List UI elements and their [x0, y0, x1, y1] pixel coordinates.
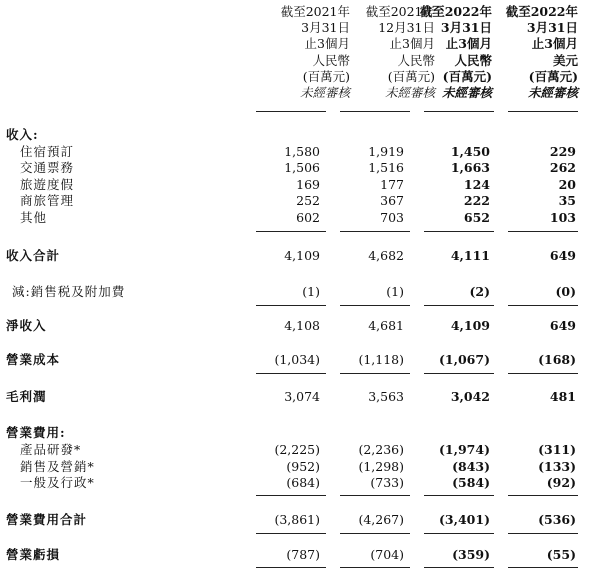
column-audit-note: 未經審核	[299, 85, 350, 101]
column-header-line: (百萬元)	[387, 68, 435, 84]
column-header-line: 止3個月	[389, 36, 435, 52]
column-header-line: (百萬元)	[442, 68, 492, 84]
table-row	[0, 352, 590, 368]
subtotal-rule	[508, 533, 578, 534]
cell-value: (55)	[546, 547, 576, 562]
subtotal-rule	[340, 373, 410, 374]
row-label: 其他	[20, 210, 48, 225]
cell-value: 649	[549, 318, 576, 333]
row-label: 淨收入	[6, 318, 47, 333]
column-header-line: 截至2022年	[419, 4, 492, 19]
column-header-3	[410, 4, 492, 101]
cell-value: (1,034)	[274, 352, 320, 367]
cell-value: 481	[549, 389, 576, 404]
table-row	[0, 210, 590, 226]
cell-value: (1)	[386, 284, 404, 299]
cell-value: 4,682	[368, 248, 404, 263]
cell-value: 4,109	[450, 318, 490, 333]
table-row	[0, 160, 590, 176]
subtotal-rule	[508, 305, 578, 306]
cell-value: 1,450	[450, 144, 490, 159]
table-row	[0, 389, 590, 405]
cell-value: 4,111	[450, 248, 490, 263]
subtotal-rule	[340, 305, 410, 306]
row-label: 銷售及營銷*	[20, 459, 95, 474]
subtotal-rule	[256, 231, 326, 232]
cell-value: 3,563	[368, 389, 404, 404]
table-row	[0, 127, 590, 143]
cell-value: (311)	[538, 442, 576, 457]
cell-value: 20	[558, 177, 576, 192]
total-rule	[424, 567, 494, 568]
cell-value: 1,919	[368, 144, 404, 159]
cell-value: (0)	[555, 284, 576, 299]
table-row	[0, 284, 590, 300]
row-label: 商旅管理	[20, 193, 75, 208]
cell-value: (168)	[538, 352, 576, 367]
row-label: 收入合計	[6, 248, 61, 263]
row-label: 一般及行政*	[20, 475, 95, 490]
subtotal-rule	[256, 305, 326, 306]
cell-value: 367	[380, 193, 404, 208]
cell-value: (1,067)	[439, 352, 490, 367]
cell-value: 1,516	[368, 160, 404, 175]
column-header-line: (百萬元)	[302, 68, 350, 84]
cell-value: 1,580	[284, 144, 320, 159]
cell-value: (704)	[370, 547, 404, 562]
row-label: 毛利潤	[6, 389, 47, 404]
row-label: 營業虧損	[6, 547, 61, 562]
cell-value: (733)	[370, 475, 404, 490]
cell-value: 4,681	[368, 318, 404, 333]
cell-value: 103	[549, 210, 576, 225]
table-row	[0, 193, 590, 209]
cell-value: 3,042	[450, 389, 490, 404]
cell-value: (92)	[546, 475, 576, 490]
row-label: 營業成本	[6, 352, 61, 367]
cell-value: 177	[380, 177, 404, 192]
column-header-line: 3月31日	[526, 20, 578, 36]
subtotal-rule	[340, 495, 410, 496]
subtotal-rule	[424, 495, 494, 496]
cell-value: (1,298)	[358, 459, 404, 474]
cell-value: 602	[296, 210, 320, 225]
cell-value: (4,267)	[358, 512, 404, 527]
total-rule	[256, 567, 326, 568]
cell-value: (3,401)	[439, 512, 490, 527]
column-header-line: 截至2021年	[365, 4, 435, 19]
cell-value: (584)	[452, 475, 490, 490]
column-audit-note: 未經審核	[527, 85, 578, 101]
column-header-4	[496, 4, 578, 101]
table-row	[0, 475, 590, 491]
column-header-line: 12月31日	[378, 20, 435, 36]
cell-value: 229	[549, 144, 576, 159]
cell-value: (787)	[286, 547, 320, 562]
subtotal-rule	[508, 373, 578, 374]
table-row	[0, 318, 590, 334]
cell-value: (2,225)	[274, 442, 320, 457]
cell-value: 252	[296, 193, 320, 208]
subtotal-rule	[340, 533, 410, 534]
column-header-1	[268, 4, 350, 101]
cell-value: 649	[549, 248, 576, 263]
table-row	[0, 547, 590, 563]
cell-value: 124	[463, 177, 490, 192]
row-label: 減:銷售税及附加費	[12, 284, 126, 299]
table-row	[0, 144, 590, 160]
row-label: 旅遊度假	[20, 177, 75, 192]
cell-value: (1,974)	[439, 442, 490, 457]
table-row	[0, 512, 590, 528]
cell-value: (133)	[538, 459, 576, 474]
cell-value: 4,109	[284, 248, 320, 263]
column-header-line: 截至2022年	[505, 4, 578, 19]
total-rule	[508, 567, 578, 568]
column-header-line: 人民幣	[397, 52, 435, 68]
column-header-line: 美元	[552, 52, 578, 68]
row-label: 產品研發*	[20, 442, 82, 457]
cell-value: 262	[549, 160, 576, 175]
cell-value: (843)	[452, 459, 490, 474]
table-row	[0, 425, 590, 441]
header-rule	[340, 111, 410, 112]
cell-value: (684)	[286, 475, 320, 490]
subtotal-rule	[256, 533, 326, 534]
cell-value: 652	[463, 210, 490, 225]
subtotal-rule	[256, 373, 326, 374]
table-row	[0, 459, 590, 475]
cell-value: 222	[463, 193, 490, 208]
header-rule	[424, 111, 494, 112]
row-label: 交通票務	[20, 160, 75, 175]
column-header-line: 人民幣	[454, 52, 492, 68]
cell-value: 35	[558, 193, 576, 208]
header-rule	[256, 111, 326, 112]
cell-value: (3,861)	[274, 512, 320, 527]
cell-value: 3,074	[284, 389, 320, 404]
header-rule	[508, 111, 578, 112]
table-row	[0, 442, 590, 458]
column-header-line: 止3個月	[445, 36, 492, 52]
row-label: 收入:	[6, 127, 39, 142]
column-header-line: (百萬元)	[528, 68, 578, 84]
table-row	[0, 177, 590, 193]
row-label: 住宿預訂	[20, 144, 75, 159]
column-header-line: 3月31日	[301, 20, 350, 36]
cell-value: 4,108	[284, 318, 320, 333]
cell-value: (359)	[452, 547, 490, 562]
column-header-line: 止3個月	[304, 36, 350, 52]
row-label: 營業費用:	[6, 425, 66, 440]
cell-value: (536)	[538, 512, 576, 527]
cell-value: (2)	[469, 284, 490, 299]
cell-value: 169	[296, 177, 320, 192]
subtotal-rule	[424, 231, 494, 232]
cell-value: 1,506	[284, 160, 320, 175]
column-header-line: 截至2021年	[280, 4, 350, 19]
subtotal-rule	[424, 533, 494, 534]
cell-value: (1)	[302, 284, 320, 299]
cell-value: 703	[380, 210, 404, 225]
column-header-line: 人民幣	[312, 52, 350, 68]
table-row	[0, 248, 590, 264]
subtotal-rule	[340, 231, 410, 232]
cell-value: (2,236)	[358, 442, 404, 457]
subtotal-rule	[424, 373, 494, 374]
row-label: 營業費用合計	[6, 512, 88, 527]
total-rule	[340, 567, 410, 568]
cell-value: 1,663	[450, 160, 490, 175]
column-header-line: 3月31日	[440, 20, 492, 36]
subtotal-rule	[424, 305, 494, 306]
subtotal-rule	[508, 495, 578, 496]
cell-value: (1,118)	[358, 352, 404, 367]
column-header-line: 止3個月	[531, 36, 578, 52]
subtotal-rule	[508, 231, 578, 232]
column-audit-note: 未經審核	[441, 85, 492, 101]
column-audit-note: 未經審核	[384, 85, 435, 101]
subtotal-rule	[256, 495, 326, 496]
cell-value: (952)	[286, 459, 320, 474]
